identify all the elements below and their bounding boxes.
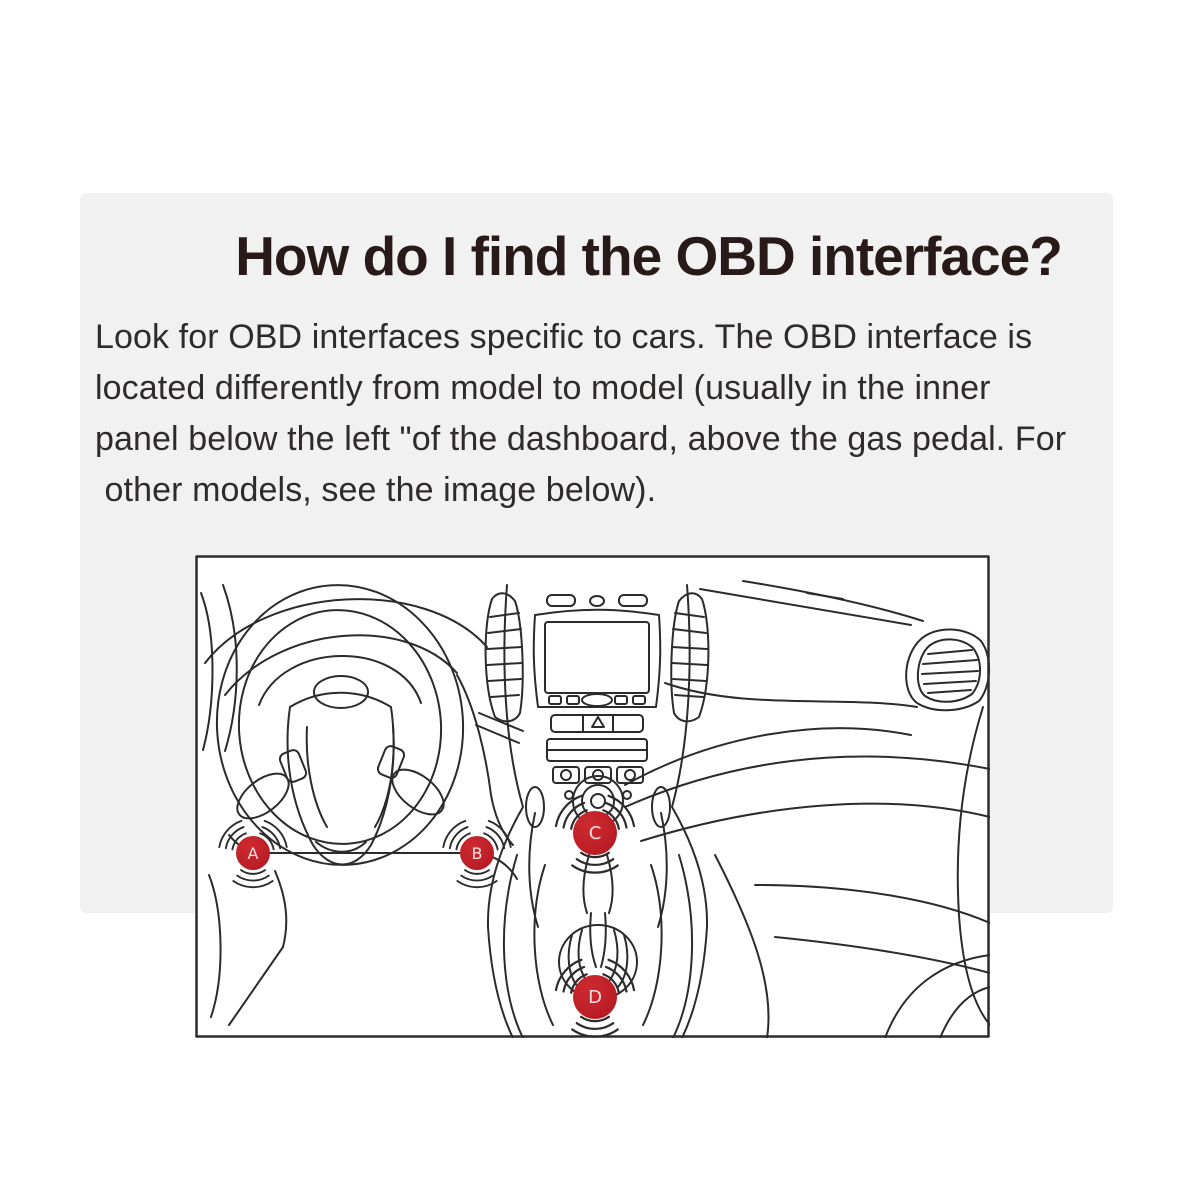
obd-location-diagram <box>195 555 990 1038</box>
page-title: How do I find the OBD interface? <box>235 225 1062 287</box>
signal-arcs-icon <box>219 796 634 1037</box>
marker-label: B <box>471 843 483 863</box>
paragraph-line: Look for OBD interfaces specific to cars. The OBD interface is <box>95 318 1033 356</box>
paragraph-line: located differently from model to model (usually in the inner <box>95 369 991 407</box>
obd-marker-b <box>460 836 494 870</box>
intro-paragraph <box>95 312 1135 516</box>
obd-marker-c <box>573 811 617 855</box>
paragraph-line: panel below the left "of the dashboard, above the gas pedal. For <box>95 420 1067 458</box>
obd-marker-a <box>236 836 270 870</box>
marker-label: D <box>588 986 602 1008</box>
car-interior-line-drawing <box>195 555 990 1038</box>
marker-label: A <box>247 843 259 863</box>
paragraph-line: other models, see the image below). <box>95 471 657 509</box>
obd-marker-d <box>573 975 617 1019</box>
marker-label: C <box>588 822 602 844</box>
